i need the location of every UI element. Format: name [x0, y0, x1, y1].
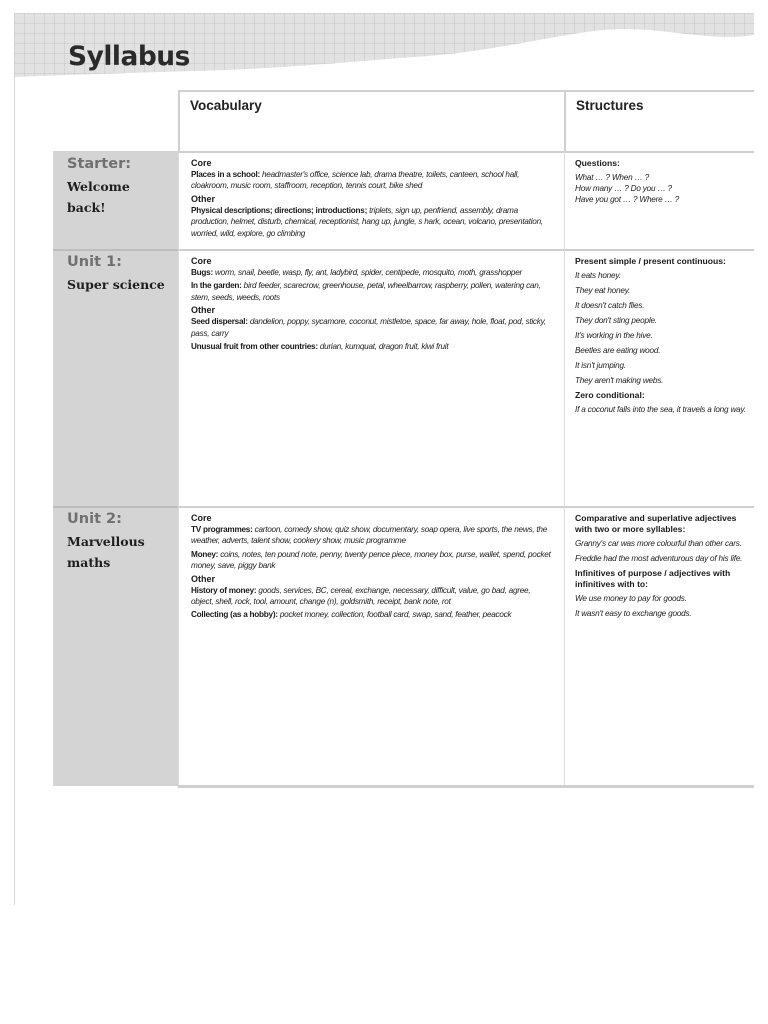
unit-number: Starter: [67, 156, 132, 172]
unit-title [67, 531, 145, 573]
structures-cell-unit2 [564, 506, 754, 786]
unit-sidebar-unit1 [53, 249, 178, 506]
structures-column-header [564, 90, 754, 153]
structure-heading: Present simple / present continuous: [575, 256, 726, 266]
structure-example: They don't sting people. [575, 316, 657, 325]
vocab-entry-label: TV programmes: [191, 525, 253, 534]
structure-example: Beetles are eating wood. [575, 346, 661, 355]
vocab-entry-items: pocket money, collection, football card, swap, sand, feather, peacock [279, 610, 512, 620]
unit-title-line: Marvellous [67, 534, 145, 549]
unit-sidebar-unit2 [53, 506, 178, 786]
vocab-entry-items: bird feeder, scarecrow, greenhouse, petal, wheelbarrow, raspberry, pollen, watering can, stem, seeds, weeds, roots [191, 281, 541, 302]
structures-cell-starter [564, 151, 754, 249]
vocab-heading: Core [191, 256, 212, 266]
structure-example: How many … ? Do you … ? [575, 184, 672, 193]
vocab-heading: Other [191, 193, 216, 204]
vocabulary-cell-unit1 [178, 249, 564, 506]
structures-header-label: Structures [576, 98, 644, 113]
vocab-entry-label: In the garden: [191, 281, 242, 291]
vocab-entry-items: dandelion, poppy, sycamore, coconut, mistletoe, space, far away, hole, float, pod, sticky, pass, carry [191, 317, 546, 338]
vocab-entry-items: durian, kumquat, dragon fruit, kiwi fruit [319, 342, 449, 352]
vocab-entry-items: goods, services, BC, cereal, exchange, necessary, difficult, value, go bad, agree, object, shell, rock, tool, amount, change (n), goldsmith, receipt, bank note, rot [191, 585, 531, 607]
vocab-entry-items: triplets, sign up, penfriend, assembly, drama production, helmet, disturb, chemical, receptionist, hang up, jungle, s hark, ocean, volcano, presentation, worried, wild, explore, go climbing [191, 205, 543, 238]
vocab-entry [191, 205, 554, 239]
structure-heading: Zero conditional: [575, 390, 645, 400]
structure-heading: Questions: [575, 158, 620, 168]
vocab-heading: Core [191, 513, 212, 523]
vocab-entry [191, 267, 554, 278]
structure-example: Freddie had the most adventurous day of his life. [575, 554, 743, 563]
vocab-entry-label: Bugs: [191, 268, 213, 277]
vocab-entry-label: Collecting (as a hobby): [191, 610, 278, 620]
vocab-entry [191, 280, 554, 303]
unit-title-line: Welcome [67, 179, 130, 194]
structure-example: Granny's car was more colourful than other cars. [575, 539, 742, 548]
vocabulary-header-label: Vocabulary [190, 98, 262, 113]
structure-example: They eat honey. [575, 286, 631, 295]
unit-title-line: maths [67, 555, 111, 570]
vocab-entry-items: worm, snail, beetle, wasp, fly, ant, ladybird, spider, centipede, mosquito, moth, grasshopper [214, 268, 522, 277]
vocab-entry-label: Money: [191, 549, 219, 559]
vocab-entry [191, 169, 554, 192]
structure-example: We use money to pay for goods. [575, 594, 687, 603]
structures-cell-unit1 [564, 249, 754, 506]
vocab-entry-items: cartoon, comedy show, quiz show, documentary, soap opera, live sports, the news, the weather, adverts, talent show, cookery show, music programme [191, 525, 548, 546]
vocab-entry-label: Unusual fruit from other countries: [191, 342, 318, 352]
vocab-entry-items: headmaster's office, science lab, drama theatre, toilets, canteen, school hall, cloakroom, music room, staffroom, reception, tennis court, bike shed [191, 170, 520, 191]
structure-example: Have you got … ? Where … ? [575, 195, 680, 204]
vocab-entry [191, 585, 554, 608]
unit-number: Unit 2: [67, 511, 122, 527]
unit-title [67, 176, 130, 218]
vocab-heading: Core [191, 158, 212, 168]
unit-title-line: back! [67, 200, 106, 215]
vocab-entry-label: Seed dispersal: [191, 317, 248, 327]
vocab-entry-label: Places in a school: [191, 170, 260, 179]
structure-example: What … ? When … ? [575, 173, 649, 182]
vocabulary-cell-unit2 [178, 506, 564, 786]
vocabulary-column-header [178, 90, 564, 153]
structure-example: It eats honey. [575, 271, 621, 280]
vocab-entry-items: coins, notes, ten pound note, penny, twenty pence piece, money box, purse, wallet, spend, pocket money, save, piggy bank [191, 549, 551, 571]
structure-heading: Infinitives of purpose / adjectives with infinitives with to: [575, 568, 731, 589]
vocab-entry [191, 549, 554, 572]
structure-example: They aren't making webs. [575, 376, 664, 385]
structure-example: It doesn't catch flies. [575, 301, 645, 310]
table-bottom-rule [178, 785, 754, 788]
unit-number: Unit 1: [67, 254, 122, 270]
vocab-entry [191, 341, 554, 352]
vocab-entry [191, 316, 554, 339]
vocab-entry [191, 524, 554, 547]
vocab-heading: Other [191, 305, 216, 316]
page-title: Syllabus [68, 41, 190, 72]
unit-sidebar-starter [53, 151, 178, 249]
vocab-entry-label: History of money: [191, 585, 257, 595]
structure-example: It isn't jumping. [575, 361, 626, 370]
unit-title [67, 274, 165, 295]
vocab-heading: Other [191, 573, 216, 584]
structure-example: If a coconut falls into the sea, it travels a long way. [575, 405, 746, 414]
structure-example: It wasn't easy to exchange goods. [575, 609, 692, 618]
vocab-entry [191, 609, 554, 620]
structure-heading: Comparative and superlative adjectives with two or more syllables: [575, 513, 737, 534]
vocabulary-cell-starter [178, 151, 564, 249]
page-banner [14, 13, 754, 79]
unit-title-line: Super science [67, 277, 165, 292]
structure-example: It's working in the hive. [575, 331, 653, 340]
page-edge-rule [14, 60, 15, 905]
vocab-entry-label: Physical descriptions; directions; introductions; [191, 205, 368, 215]
